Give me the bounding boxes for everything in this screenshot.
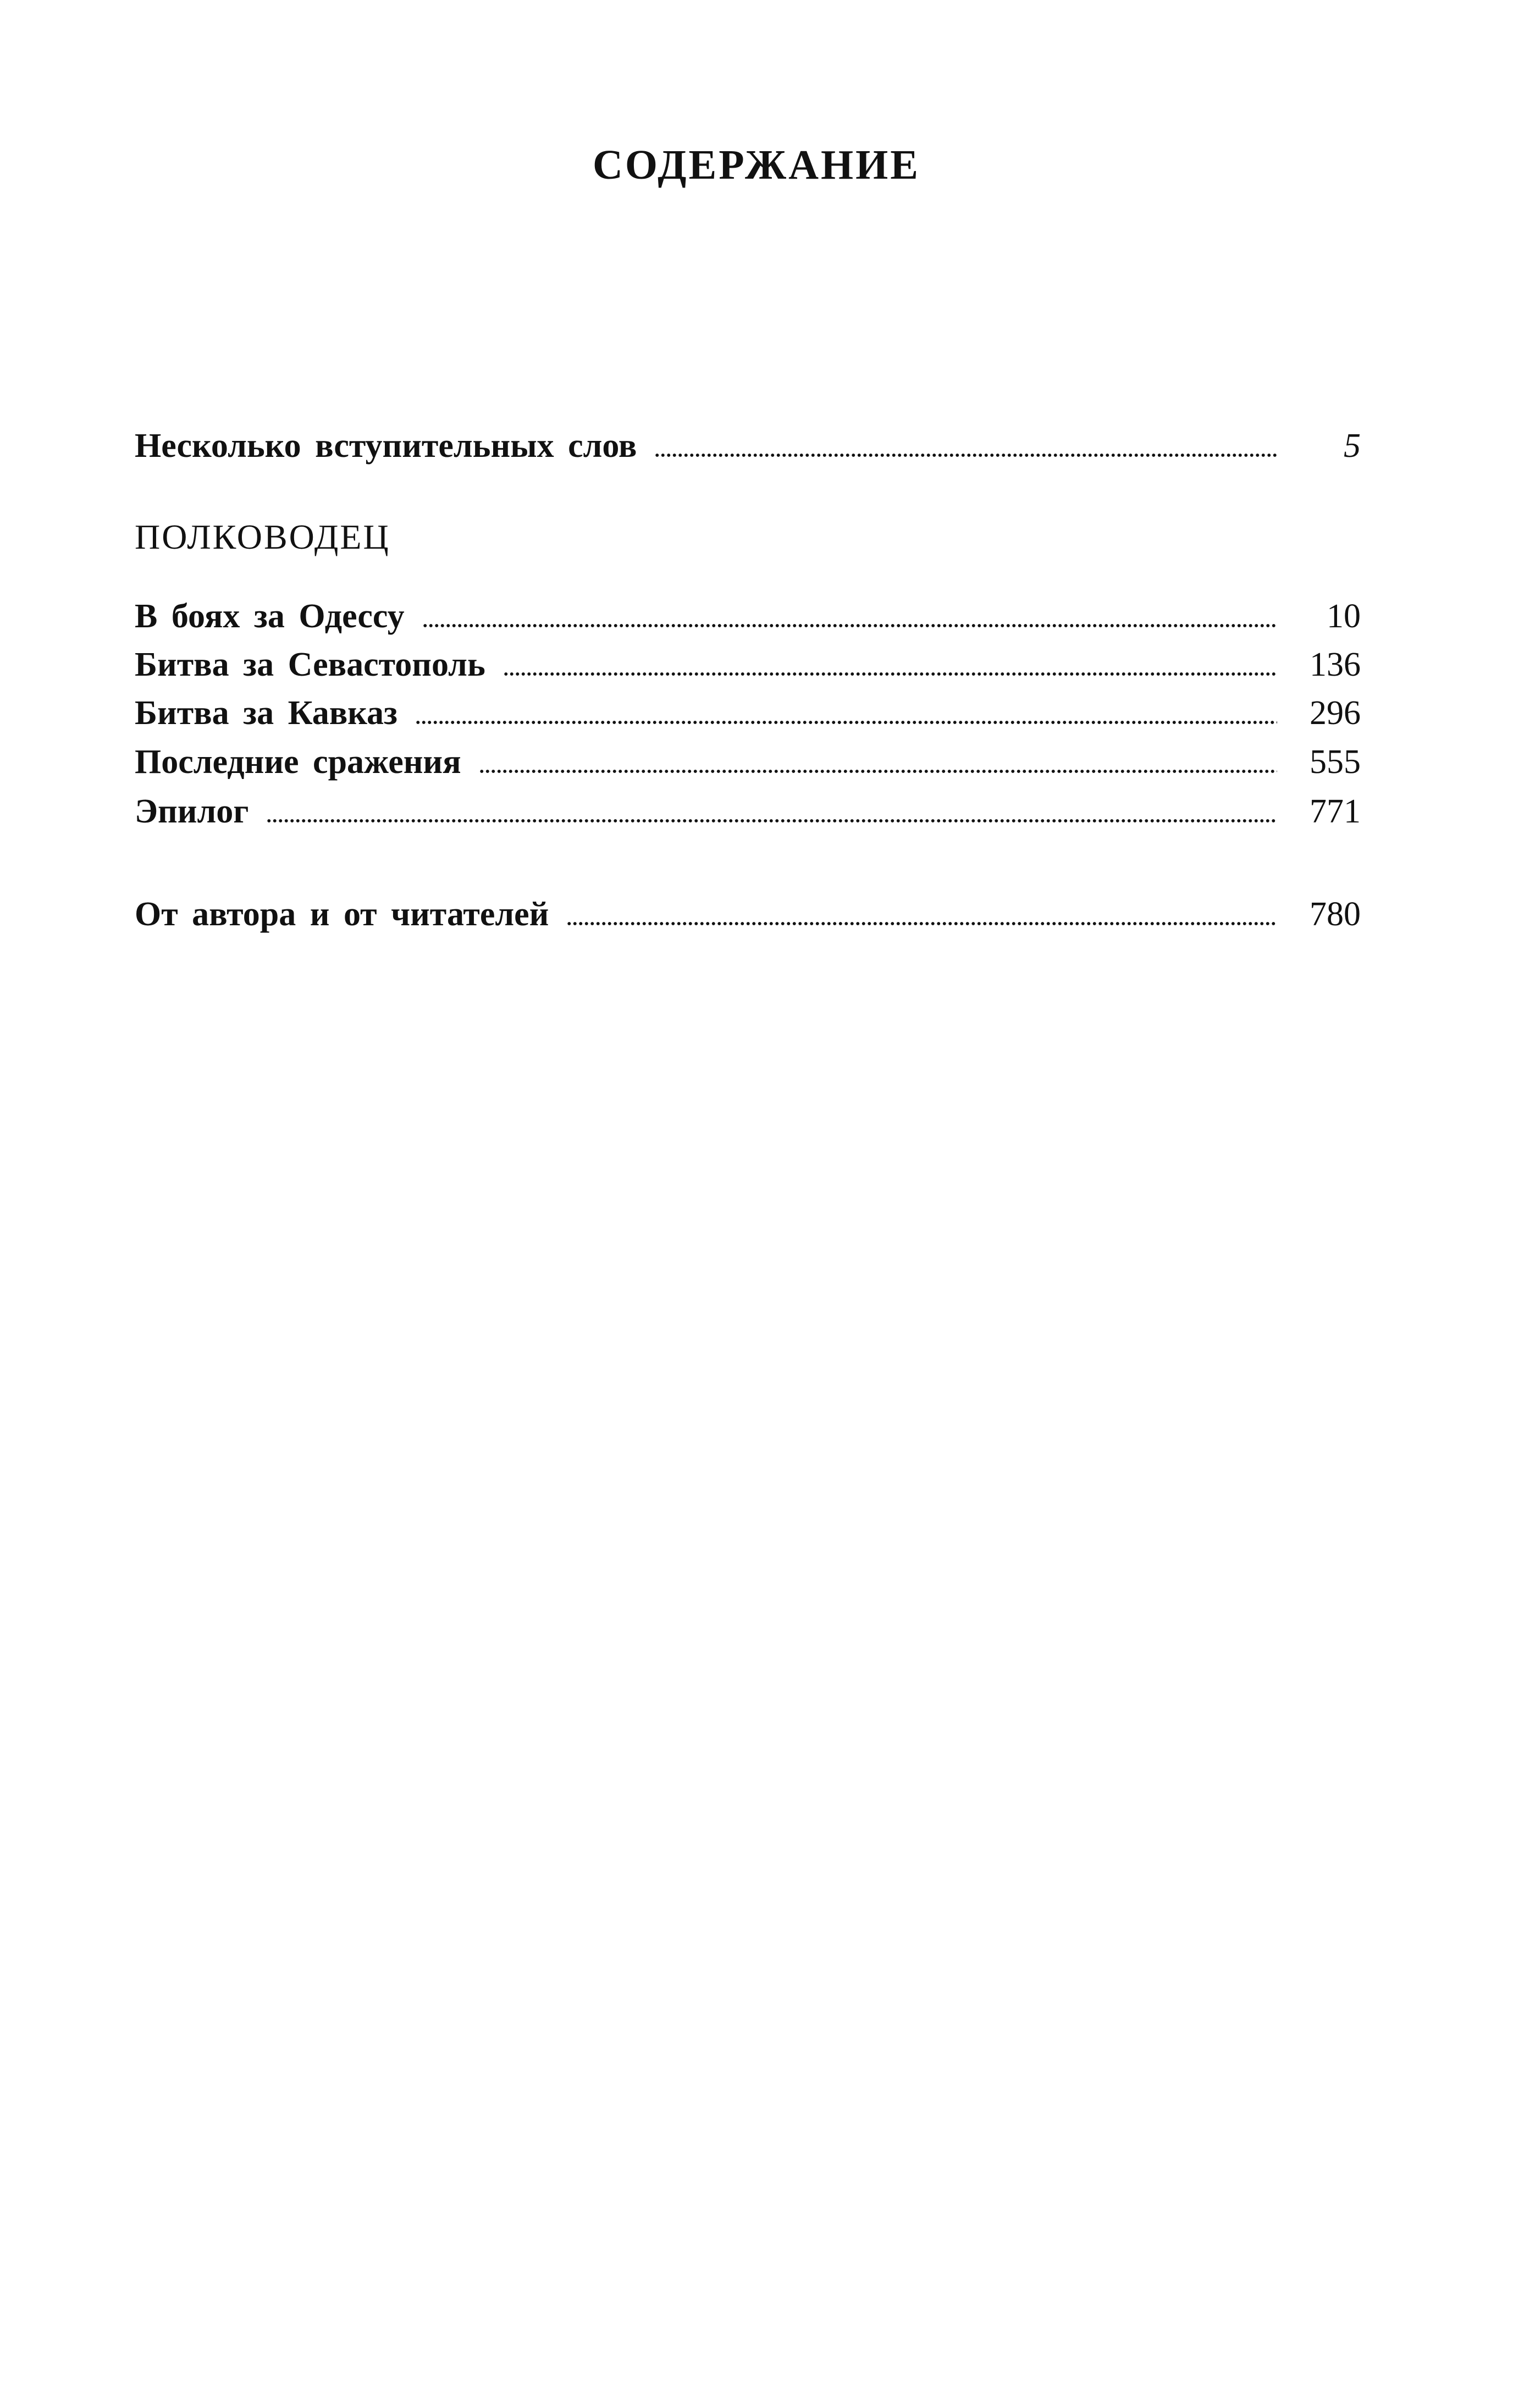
dot-leader [654,453,1277,457]
dot-leader [415,720,1277,725]
toc-entry-page: 555 [1310,743,1361,781]
toc-entry-label: Несколько вступительных слов [135,427,637,465]
toc-entry-afterword [135,897,1361,931]
toc-entry-label: Эпилог [135,793,249,830]
toc-entry-page: 10 [1327,598,1361,635]
page-title: СОДЕРЖАНИЕ [593,142,920,188]
part-heading: ПОЛКОВОДЕЦ [135,517,390,556]
toc-entry-label: Последние сражения [135,743,461,781]
toc-entry [135,745,1361,779]
toc-entry-label: Битва за Севастополь [135,646,485,683]
dot-leader [422,623,1277,628]
dot-leader [566,921,1277,926]
toc-entry [135,599,1361,633]
toc-entry-label: От автора и от читателей [135,896,549,933]
toc-entry-intro [135,429,1361,463]
dot-leader [266,819,1277,823]
toc-entry-page: 780 [1310,896,1361,933]
dot-leader [503,672,1277,676]
toc-entry [135,794,1361,829]
toc-entry [135,648,1361,682]
toc-entry-label: Битва за Кавказ [135,694,397,732]
toc-entry-page: 5 [1344,427,1361,465]
toc-entry-page: 296 [1310,694,1361,732]
toc-entry-page: 771 [1310,793,1361,830]
dot-leader [479,769,1277,774]
toc-entry [135,696,1361,730]
toc-entry-page: 136 [1310,646,1361,683]
toc-entry-label: В боях за Одессу [135,598,405,635]
